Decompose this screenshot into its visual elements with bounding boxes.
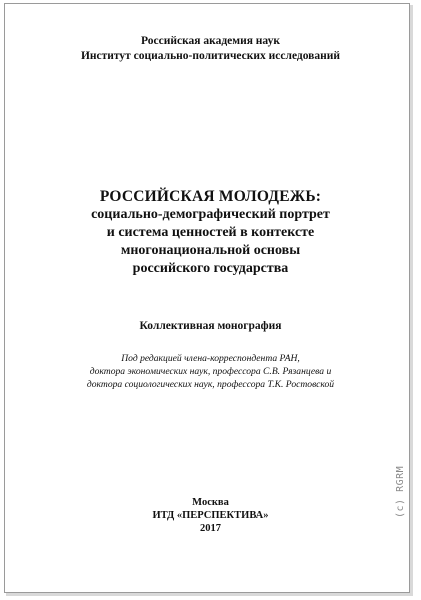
book-title-main: РОССИЙСКАЯ МОЛОДЕЖЬ: [99,188,322,205]
book-title-line-3: и система ценностей в контексте [106,225,315,240]
institution-academy: Российская академия наук [141,35,280,47]
book-title-line-5: российского государства [132,261,289,276]
editor-line-1: Под редакцией члена-корреспондента РАН, [121,353,300,364]
watermark-text: (c) RGRM [395,465,406,518]
book-genre: Коллективная монография [139,320,282,332]
imprint-city: Москва [192,497,229,508]
imprint-publisher: ИТД «ПЕРСПЕКТИВА» [152,510,269,521]
book-title-line-2: социально-демографический портрет [91,207,330,222]
page-shadow-bottom [6,593,413,596]
editor-line-2: доктора экономических наук, профессора С.В. Рязанцева и [89,366,332,377]
editor-line-3: доктора социологических наук, профессора Т.К. Ростовской [86,379,335,390]
imprint-year: 2017 [200,523,221,534]
book-title-line-4: многонациональной основы [120,243,301,258]
institution-institute: Институт социально-политических исследований [80,50,341,62]
